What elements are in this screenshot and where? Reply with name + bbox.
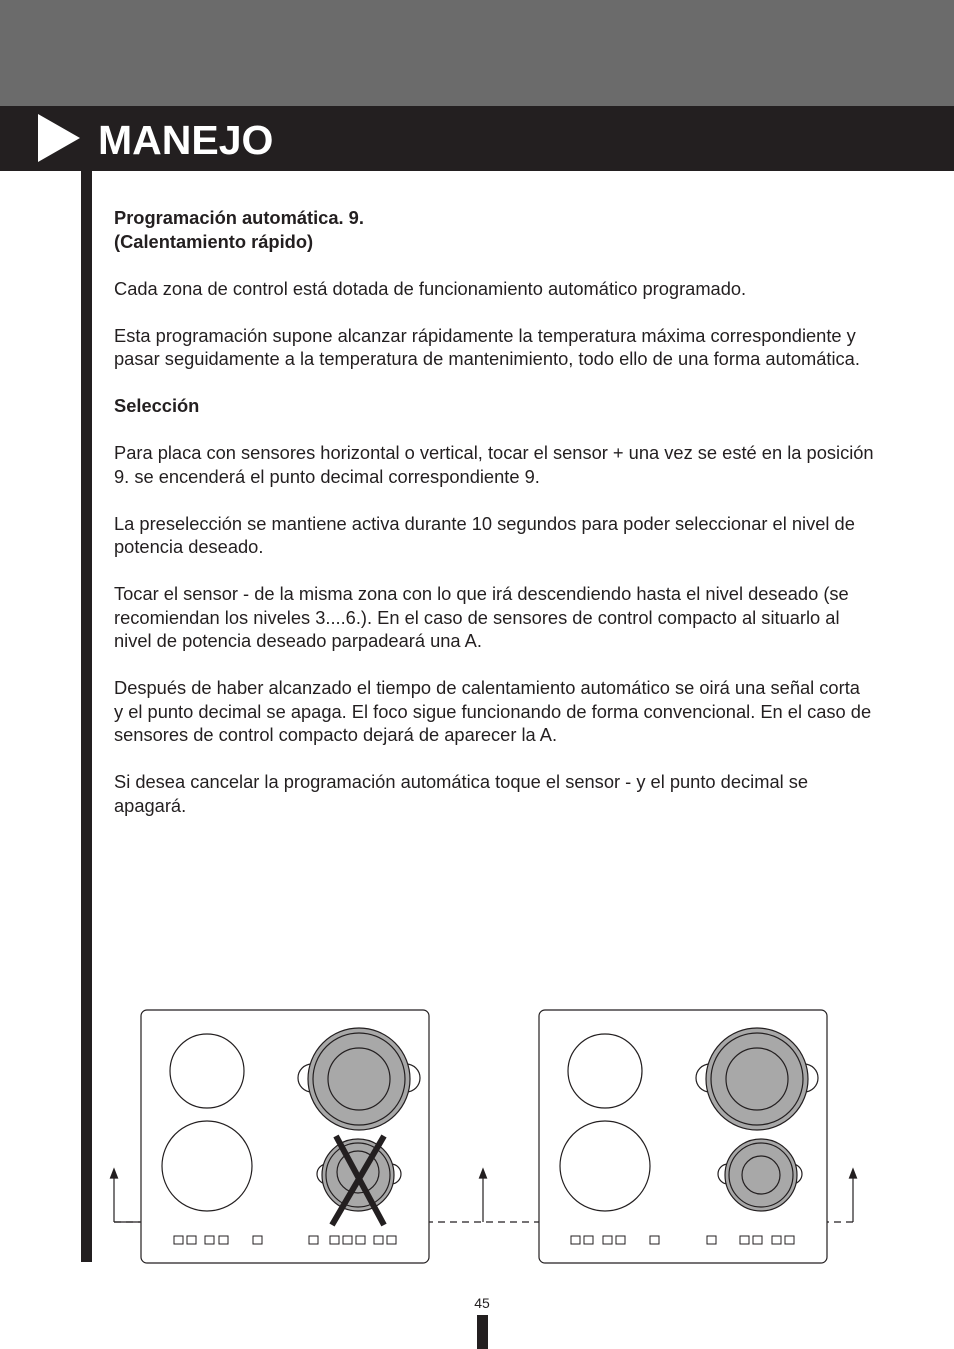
section-heading: [114, 206, 874, 253]
subheading-seleccion: Selección: [114, 395, 200, 416]
paragraph-sensor: Para placa con sensores horizontal o vertical, tocar el sensor + una vez se esté en la posición 9. se encenderá el punto decimal correspondiente 9.: [114, 442, 874, 487]
paragraph-after: Después de haber alcanzado el tiempo de calentamiento automático se oirá una señal corta y el punto decimal se apaga. El foco sigue funcionando de forma convencional. En el caso de sensores de control compacto dejará de aparecer la A.: [114, 677, 872, 745]
header-band: [0, 0, 954, 106]
paragraph-intro: Cada zona de control está dotada de funcionamiento automático programado.: [114, 277, 747, 299]
side-rule: [81, 171, 92, 1262]
arrow-middle: [480, 1169, 487, 1222]
page-tab-marker: [477, 1315, 488, 1349]
section-heading-line1: Programación automática. 9.: [114, 207, 364, 228]
paragraph-level: Tocar el sensor - de la misma zona con lo que irá descendiendo hasta el nivel deseado (se recomiendan los niveles 3....6.). En el caso de sensores de control compacto al situarlo al nivel de potencia deseado parpadeará una A.: [114, 583, 849, 651]
cooktop-right: [539, 1010, 827, 1263]
content: [114, 206, 874, 841]
paragraph-description: Esta programación supone alcanzar rápidamente la temperatura máxima correspondiente y pasar seguidamente a la temperatura de mantenimiento, todo ello de una forma automática.: [114, 324, 860, 369]
page-number: 45: [474, 1295, 490, 1311]
arrow-right: [850, 1169, 857, 1222]
paragraph-preselection: La preselección se mantiene activa durante 10 segundos para poder seleccionar el nivel de potencia deseado.: [114, 512, 855, 557]
page-title: MANEJO: [98, 117, 274, 163]
play-arrow-icon: [38, 114, 80, 162]
cooktop-diagram: [100, 1000, 880, 1275]
paragraph-cancel: Si desea cancelar la programación automática toque el sensor - y el punto decimal se apagará.: [114, 771, 809, 816]
arrow-left: [111, 1169, 118, 1222]
cooktop-left: [141, 1010, 429, 1263]
section-heading-line2: (Calentamiento rápido): [114, 230, 314, 252]
